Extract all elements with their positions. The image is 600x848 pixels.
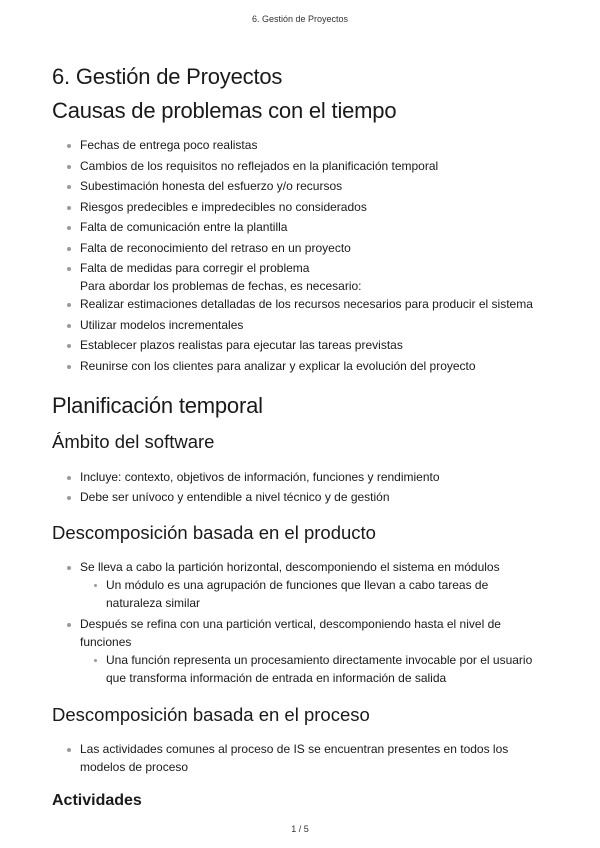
list-item: Las actividades comunes al proceso de IS se encuentran presentes en todos los modelos de proceso — [52, 740, 552, 776]
page-number: 1 / 5 — [291, 824, 309, 834]
document-body — [52, 62, 552, 812]
time-problems-list — [52, 136, 552, 375]
list-item: Falta de comunicación entre la plantilla — [52, 218, 552, 236]
list-item: Fechas de entrega poco realistas — [52, 136, 552, 154]
subsection-heading-scope: Ámbito del software — [52, 430, 215, 452]
product-decomposition-list — [52, 558, 552, 687]
list-item: Utilizar modelos incrementales — [52, 316, 552, 334]
list-item: Establecer plazos realistas para ejecutar las tareas previstas — [52, 336, 552, 354]
list-item: Después se refina con una partición vertical, descomponiendo hasta el nivel de funciones — [52, 615, 552, 651]
scope-list — [52, 468, 552, 507]
sub-list-item: Un módulo es una agrupación de funciones que llevan a cabo tareas de naturaleza similar — [52, 576, 552, 612]
list-item: Riesgos predecibles e impredecibles no considerados — [52, 198, 552, 216]
list-item: Se lleva a cabo la partición horizontal, descomponiendo el sistema en módulos — [52, 558, 552, 576]
sub-list-item: Una función representa un procesamiento directamente invocable por el usuario que transforma información de entrada en información de salida — [52, 651, 552, 687]
list-item: Incluye: contexto, objetivos de información, funciones y rendimiento — [52, 468, 552, 486]
subsection-heading-process-decomposition: Descomposición basada en el proceso — [52, 703, 370, 725]
list-item: Falta de medidas para corregir el problema — [52, 259, 552, 277]
running-header: 6. Gestión de Proyectos — [251, 14, 349, 24]
list-item: Realizar estimaciones detalladas de los recursos necesarios para producir el sistema — [52, 295, 552, 313]
list-item: Reunirse con los clientes para analizar y explicar la evolución del proyecto — [52, 357, 552, 375]
section-heading-time-problems: Causas de problemas con el tiempo — [52, 98, 397, 123]
list-item: Cambios de los requisitos no reflejados en la planificación temporal — [52, 157, 552, 175]
subsubsection-heading-activities: Actividades — [52, 791, 142, 809]
list-continuation: Para abordar los problemas de fechas, es necesario: — [80, 279, 362, 293]
section-heading-time-planning: Planificación temporal — [52, 392, 263, 418]
document-title: 6. Gestión de Proyectos — [52, 64, 283, 89]
process-decomposition-list — [52, 740, 552, 776]
list-item: Subestimación honesta del esfuerzo y/o recursos — [52, 177, 552, 195]
list-item: Falta de reconocimiento del retraso en un proyecto — [52, 239, 552, 257]
list-item: Debe ser unívoco y entendible a nivel técnico y de gestión — [52, 488, 552, 506]
subsection-heading-product-decomposition: Descomposición basada en el producto — [52, 522, 376, 543]
